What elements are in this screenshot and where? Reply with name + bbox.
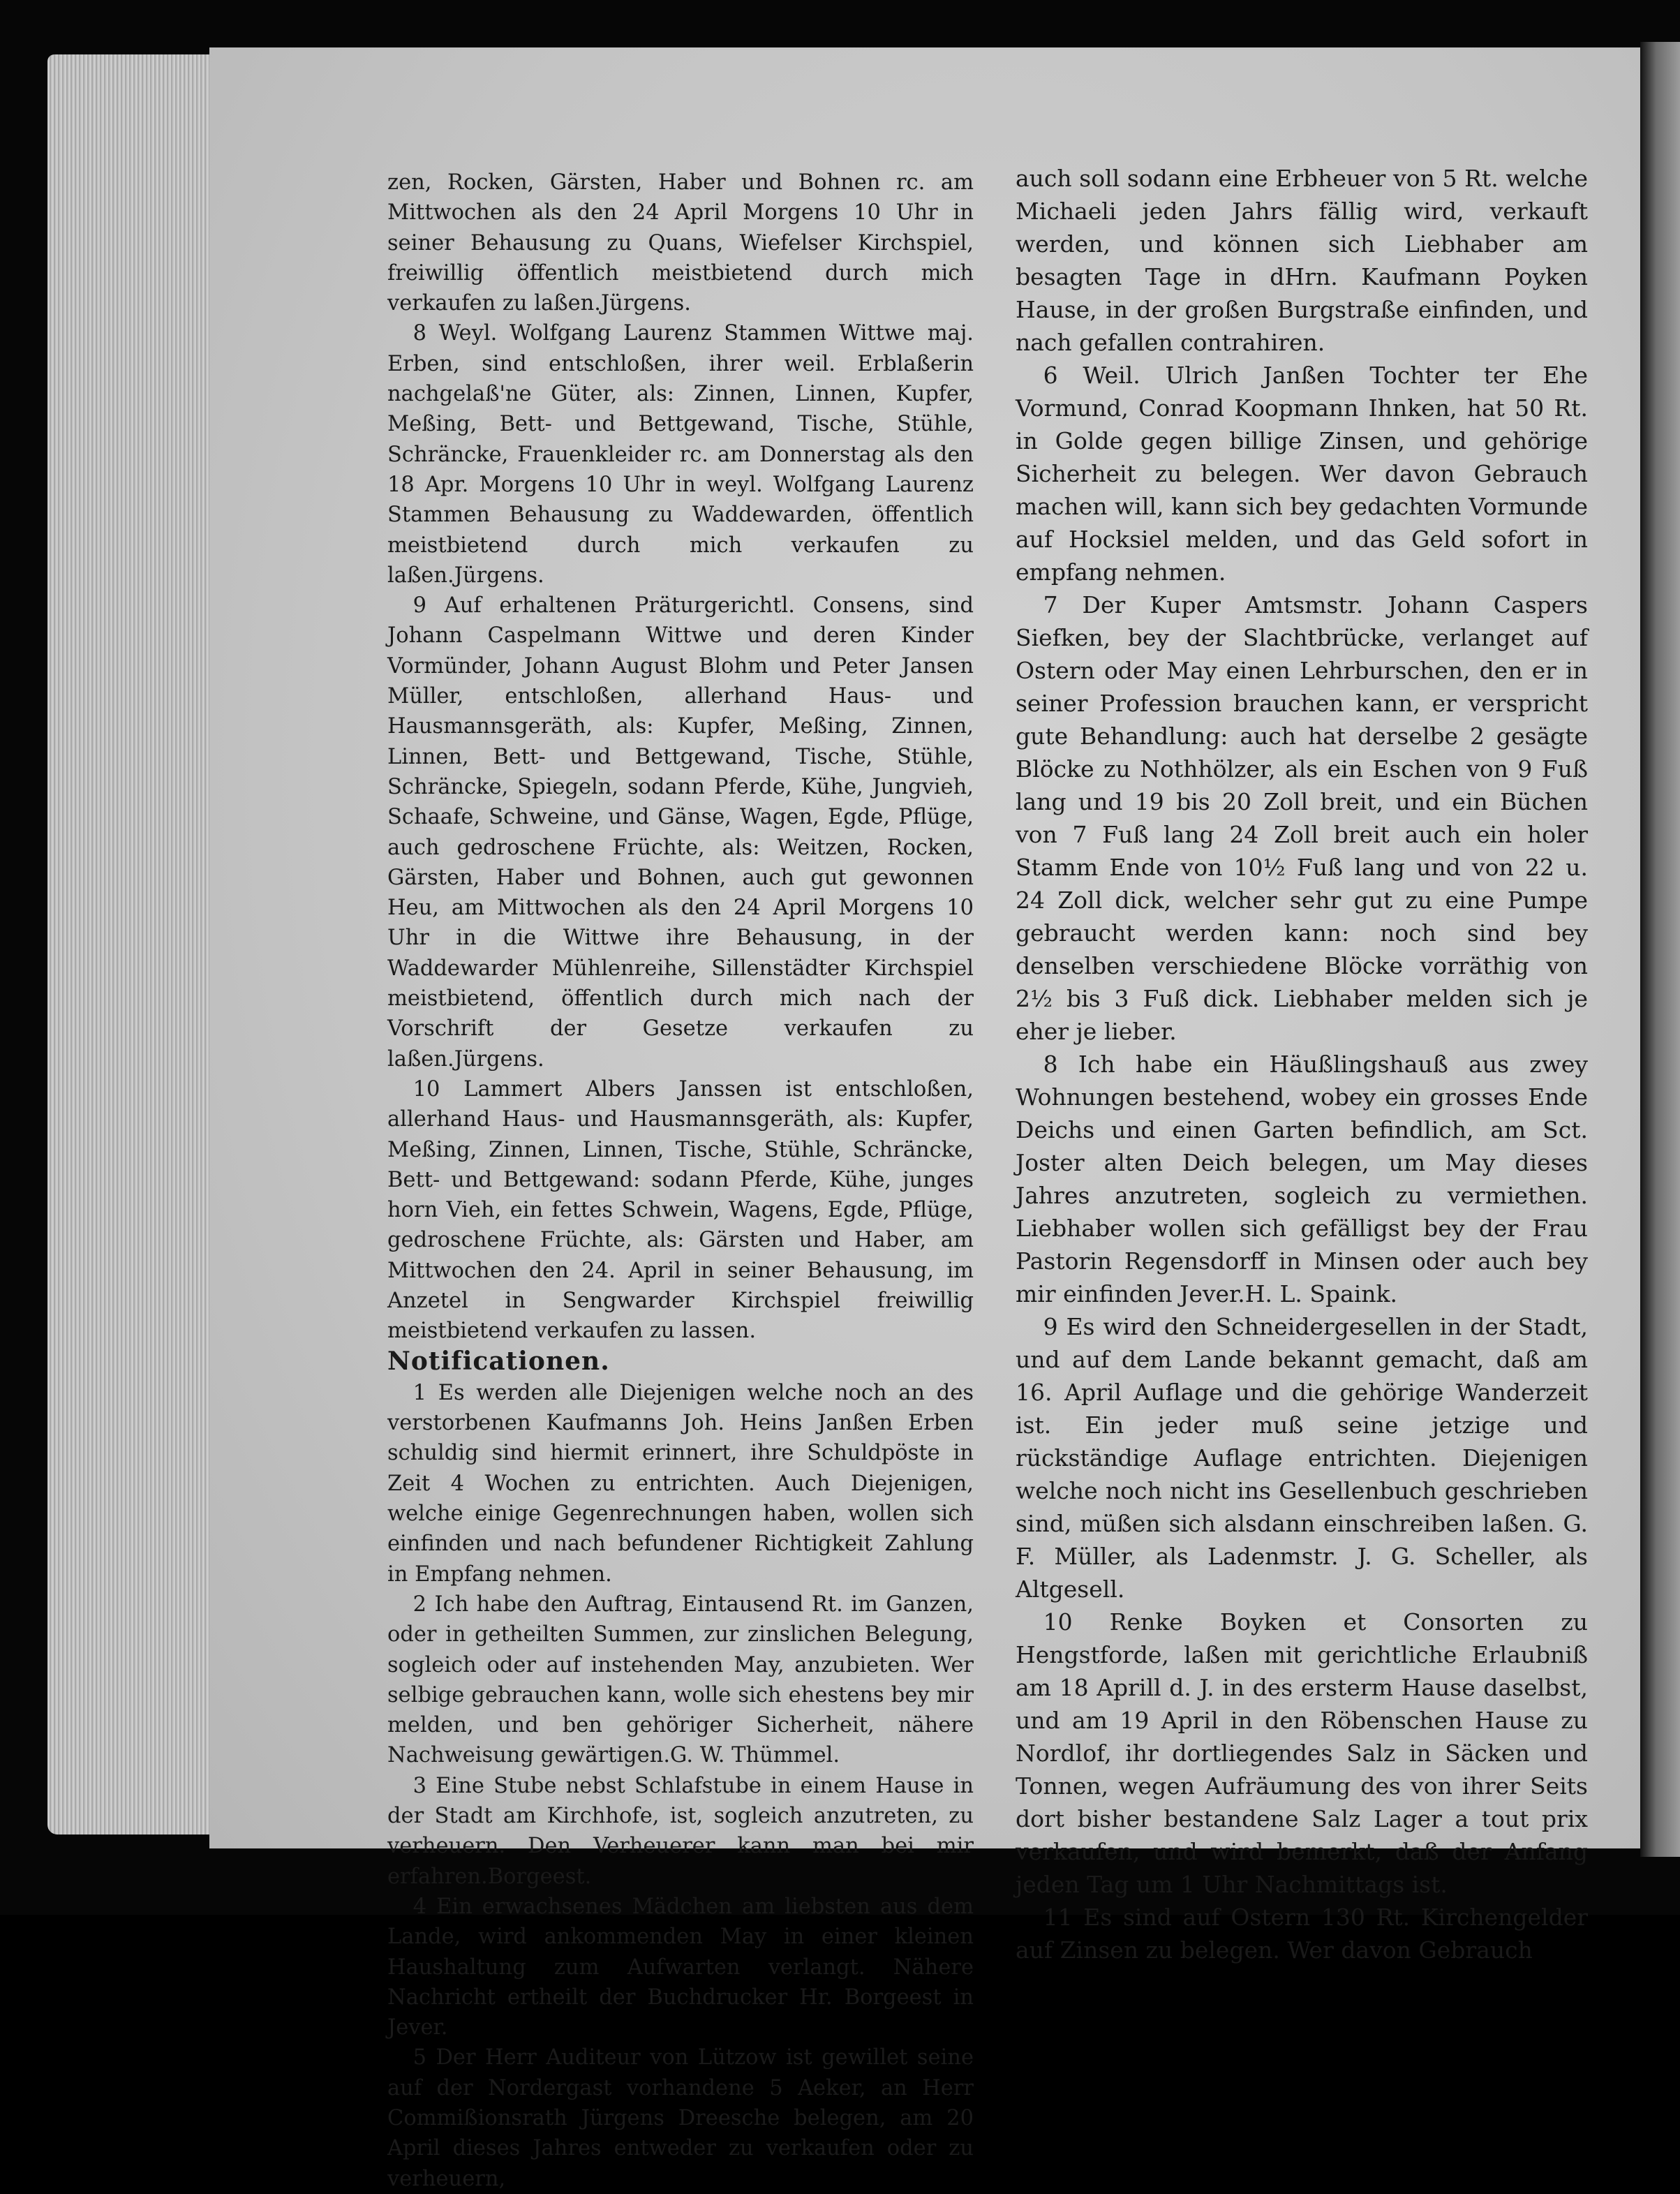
- section-heading: Notificationen.: [387, 1346, 610, 1376]
- entry-9: [387, 591, 974, 1074]
- notification-3: [387, 1771, 974, 1892]
- page-gutter: [1640, 42, 1680, 1857]
- entry-continued: [1016, 162, 1588, 359]
- right-column: [1016, 162, 1588, 1966]
- entry-text: 6 Weil. Ulrich Janßen Tochter ter Ehe Vormund, Conrad Koopmann Ihnken, hat 50 Rt. in Golde gegen billige Zinsen, und gehörige Sicherheit zu belegen. Wer davon Gebrauch machen will, kann sich bey gedachten Vormunde auf Hocksiel melden, und das Geld sofort in empfang nehmen.: [1016, 362, 1588, 586]
- entry-signature: G. W. Thümmel.: [670, 1743, 840, 1768]
- entry-text: 10 Renke Boyken et Consorten zu Hengstforde, laßen mit gerichtliche Erlaubniß am 18 Aprill d. J. in des ersterm Hause daselbst, und am 19 April in den Röbenschen Hause zu Nordlof, ihr dortliegendes Salz in Säcken und Tonnen, wegen Aufräumung des von ihrer Seits dort bisher bestandene Salz Lager a tout prix verkaufen, und wird bemerkt, daß der Anfang jeden Tag um 1 Uhr Nachmittags ist.: [1016, 1608, 1588, 1898]
- notification-6: [1016, 359, 1588, 588]
- entry-text: 4 Ein erwachsenes Mädchen am liebsten aus dem Lande, wird ankommenden May in einer kleinen Haushaltung zum Aufwarten verlangt. Nähere Nachricht ertheilt der Buchdrucker Hr. Borgeest in Jever.: [387, 1894, 974, 2040]
- entry-text: 11 Es sind auf Ostern 130 Rt. Kirchengelder auf Zinsen zu belegen. Wer davon Gebrauch: [1016, 1904, 1588, 1964]
- entry-text: 1 Es werden alle Diejenigen welche noch an des verstorbenen Kaufmanns Joh. Heins Janßen Erben schuldig sind hiermit erinnert, ihre Schuldpöste in Zeit 4 Wochen zu entrichten. Auch Diejenigen, welche einige Gegenrechnungen haben, wollen sich einfinden und nach befundener Richtigkeit Zahlung in Empfang nehmen.: [387, 1380, 974, 1587]
- entry-text: 8 Weyl. Wolfgang Laurenz Stammen Wittwe maj. Erben, sind entschloßen, ihrer weil. Erblaßerin nachgelaß'ne Güter, als: Zinnen, Linnen, Kupfer, Meßing, Bett- und Bettgewand, Tische, Stühle, Schräncke, Frauenkleider rc. am Donnerstag als den 18 Apr. Morgens 10 Uhr in weyl. Wolfgang Laurenz Stammen Behausung zu Waddewarden, öffentlich meistbietend durch mich verkaufen zu laßen.: [387, 321, 974, 588]
- notification-9: [1016, 1310, 1588, 1606]
- notification-10: [1016, 1606, 1588, 1901]
- notification-5: [387, 2043, 974, 2193]
- notification-11: [1016, 1901, 1588, 1966]
- left-column: [387, 168, 974, 2194]
- entry-text: 9 Es wird den Schneidergesellen in der Stadt, und auf dem Lande bekannt gemacht, daß am 16. April Auflage und die gehörige Wanderzeit ist. Ein jeder muß seine jetzige und rückständige Auflage entrichten. Diejenigen welche noch nicht ins Gesellenbuch geschrieben sind, müßen sich alsdann einschreiben laßen. G. F. Müller, als Ladenmstr. J. G. Scheller, als Altgesell.: [1016, 1313, 1588, 1603]
- notification-1: [387, 1378, 974, 1589]
- notification-4: [387, 1892, 974, 2043]
- entry-signature: H. L. Spaink.: [1244, 1280, 1398, 1307]
- entry-8: [387, 318, 974, 591]
- entry-signature: Borgeest.: [487, 1864, 592, 1889]
- entry-text: 10 Lammert Albers Janssen ist entschloßen, allerhand Haus- und Hausmannsgeräth, als: Kupfer, Meßing, Zinnen, Linnen, Tische, Stühle, Schräncke, Bett- und Bettgewand: sodann Pferde, Kühe, junges horn Vieh, ein fettes Schwein, Wagens, Egde, Pflüge, gedroschene Früchte, als: Gärsten und Haber, am Mittwochen den 24. April in seiner Behausung, im Anzetel in Sengwarder Kirchspiel freiwillig meistbietend verkaufen zu lassen.: [387, 1076, 974, 1344]
- entry-signature: Jürgens.: [454, 1046, 544, 1072]
- entry-text: auch soll sodann eine Erbheuer von 5 Rt. welche Michaeli jeden Jahrs fällig wird, verkauft werden, und können sich Liebhaber am besagten Tage in dHrn. Kaufmann Poyken Hause, in der großen Burgstraße einfinden, und nach gefallen contrahiren.: [1016, 165, 1588, 356]
- notification-8: [1016, 1048, 1588, 1310]
- entry-10: [387, 1074, 974, 1347]
- entry-text: 9 Auf erhaltenen Präturgerichtl. Consens, sind Johann Caspelmann Wittwe und deren Kinder Vormünder, Johann August Blohm und Peter Jansen Müller, entschloßen, allerhand Haus- und Hausmannsgeräth, als: Kupfer, Meßing, Zinnen, Linnen, Bett- und Bettgewand, Tische, Stühle, Schräncke, Spiegeln, sodann Pferde, Kühe, Jungvieh, Schaafe, Schweine, und Gänse, Wagen, Egde, Pflüge, auch gedroschene Früchte, als: Weitzen, Rocken, Gärsten, Haber und Bohnen, auch gut gewonnen Heu, am Mittwochen als den 24 April Morgens 10 Uhr in die Wittwe ihre Behausung, in der Waddewarder Mühlenreihe, Sillenstädter Kirchspiel meistbietend, öffentlich durch mich nach der Vorschrift der Gesetze verkaufen zu laßen.: [387, 593, 974, 1072]
- entry-text: 7 Der Kuper Amtsmstr. Johann Caspers Siefken, bey der Slachtbrücke, verlanget auf Ostern oder May einen Lehrburschen, den er in seiner Profession brauchen kann, er verspricht gute Behandlung: auch hat derselbe 2 gesägte Blöcke zu Nothhölzer, als ein Eschen von 9 Fuß lang und 19 bis 20 Zoll breit, und ein Büchen von 7 Fuß lang 24 Zoll breit auch ein holer Stamm Ende von 10½ Fuß lang und von 22 u. 24 Zoll dick, welcher sehr gut zu eine Pumpe gebraucht werden kann: noch sind bey denselben verschiedene Blöcke vorräthig von 2½ bis 3 Fuß dick. Liebhaber melden sich je eher je lieber.: [1016, 591, 1588, 1045]
- entry-text: 5 Der Herr Auditeur von Lützow ist gewillet seine auf der Nordergast vorhandene 5 Aeker, an Herr Commißionsrath Jürgens Dreesche belegen, am 20 April dieses Jahres entweder zu verkaufen oder zu verheuern,: [387, 2045, 974, 2191]
- entry-text: 3 Eine Stube nebst Schlafstube in einem Hause in der Stadt am Kirchhofe, ist, sogleich anzutreten, zu verheuern. Den Verheuerer kann man bei mir erfahren.: [387, 1773, 974, 1889]
- entry-text: 2 Ich habe den Auftrag, Eintausend Rt. im Ganzen, oder in getheilten Summen, zur zinslichen Belegung, sogleich oder auf instehenden May, anzubieten. Wer selbige gebrauchen kann, wolle sich ehestens bey mir melden, und ben gehöriger Sicherheit, nähere Nachweisung gewärtigen.: [387, 1592, 974, 1768]
- notification-7: [1016, 588, 1588, 1048]
- entry-text: zen, Rocken, Gärsten, Haber und Bohnen rc. am Mittwochen als den 24 April Morgens 10 Uhr in seiner Behausung zu Quans, Wiefelser Kirchspiel, freiwillig öffentlich meistbietend durch mich verkaufen zu laßen.: [387, 170, 974, 316]
- entry-continued: [387, 168, 974, 318]
- book-page-edges: [47, 54, 225, 1834]
- entry-signature: Jürgens.: [454, 563, 544, 588]
- entry-text: 8 Ich habe ein Häußlingshauß aus zwey Wohnungen bestehend, wobey ein grosses Ende Deichs und einen Garten befindlich, am Sct. Joster alten Deich belegen, um May dieses Jahres anzutreten, sogleich zu vermiethen. Liebhaber wollen sich gefälligst bey der Frau Pastorin Regensdorff in Minsen oder auch bey mir einfinden Jever.: [1016, 1051, 1588, 1307]
- entry-signature: Jürgens.: [600, 291, 691, 316]
- notification-2: [387, 1589, 974, 1771]
